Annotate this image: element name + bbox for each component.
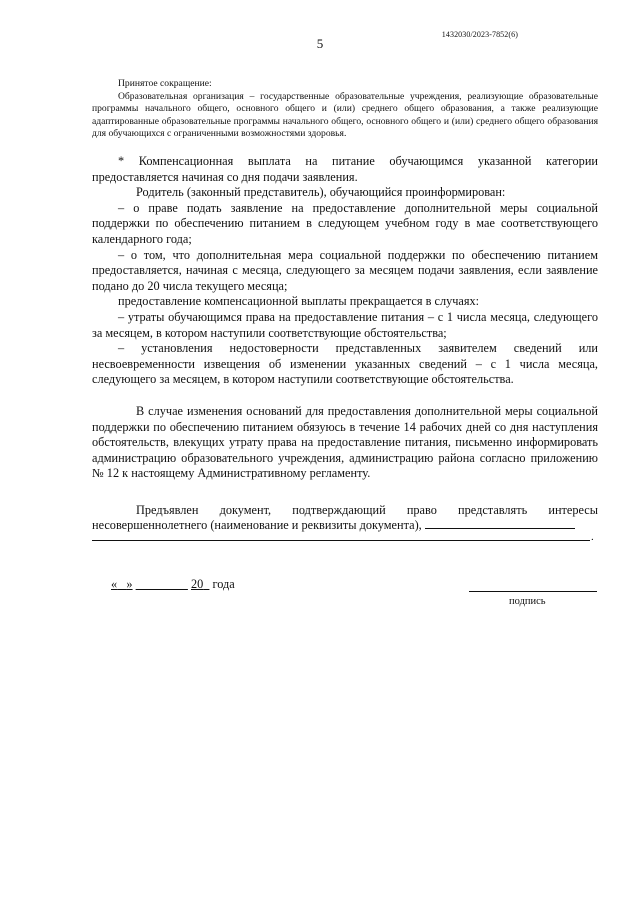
date-field	[111, 577, 235, 592]
paragraph-informed: Родитель (законный представитель), обучающийся проинформирован:	[136, 185, 506, 200]
abbreviation-title: Принятое сокращение:	[118, 78, 212, 89]
quote-close: »	[126, 577, 133, 591]
page-number: 5	[316, 36, 324, 51]
document-presented-text: Предъявлен документ, подтверждающий право представлять интересы несовершеннолетнего (наименование и реквизиты документа),	[92, 502, 598, 533]
quote-open: «	[111, 577, 118, 591]
abbreviation-text: Образовательная организация – государственные образовательные учреждения, реализующие образовательные программы начального общего, основного общего и (или) среднего общего образования, а также реализующие адаптированные образовательные программы начального общего, основного общего и (или) среднего общего образования для обучающихся с ограниченными возможностями здоровья.	[92, 90, 598, 140]
month-field[interactable]	[136, 577, 188, 591]
paragraph-document-presented	[92, 503, 598, 534]
paragraph-right-to-apply: – о праве подать заявление на предоставление дополнительной меры социальной поддержки по обеспечению питанием в следующем учебном году в мае соответствующего календарного года;	[92, 200, 598, 246]
paragraph-inaccuracy: – установления недостоверности представленных заявителем сведений или несвоевременности извещения об изменении указанных сведений – с 1 числа месяца, следующего за месяцем, в котором наступили соответствующие обстоятельства.	[92, 341, 598, 387]
abbreviation-note	[92, 78, 598, 141]
document-fill-line[interactable]	[425, 518, 575, 529]
signature-line[interactable]	[469, 591, 597, 592]
paragraph-start-month: – о том, что дополнительная мера социальной поддержки по обеспечению питанием предоставляется, начиная с месяца, следующего за месяцем подачи заявления, если заявление подано до 20 числа текущего месяца;	[92, 247, 598, 293]
paragraph-loss-of-right: – утраты обучающимся права на предоставление питания – с 1 числа месяца, следующего за месяцем, в котором наступили соответствующие обстоятельства;	[92, 309, 598, 340]
paragraph-termination: предоставление компенсационной выплаты прекращается в случаях:	[118, 294, 480, 309]
day-field[interactable]	[111, 577, 133, 591]
paragraph-obligation: В случае изменения оснований для предоставления дополнительной меры социальной поддержки по обеспечению питанием обязуюсь в течение 14 рабочих дней со дня наступления обстоятельств, влекущих утрату права на предоставление питания, письменно информировать администрацию образовательного учреждения, администрацию района согласно приложению № 12 к настоящему Административному регламенту.	[92, 403, 598, 481]
line-end-mark: .	[591, 531, 594, 543]
paragraph-compensation: * Компенсационная выплата на питание обучающимся указанной категории предоставляется начиная со дня подачи заявления.	[92, 154, 598, 184]
document-number: 1432030/2023-7852(6)	[441, 30, 518, 39]
year-prefix: 20	[190, 577, 204, 591]
document-details-line[interactable]	[92, 540, 590, 541]
year-field[interactable]	[191, 577, 209, 591]
signature-label: подпись	[509, 596, 546, 607]
year-suffix: года	[212, 577, 235, 591]
main-text	[92, 154, 598, 534]
